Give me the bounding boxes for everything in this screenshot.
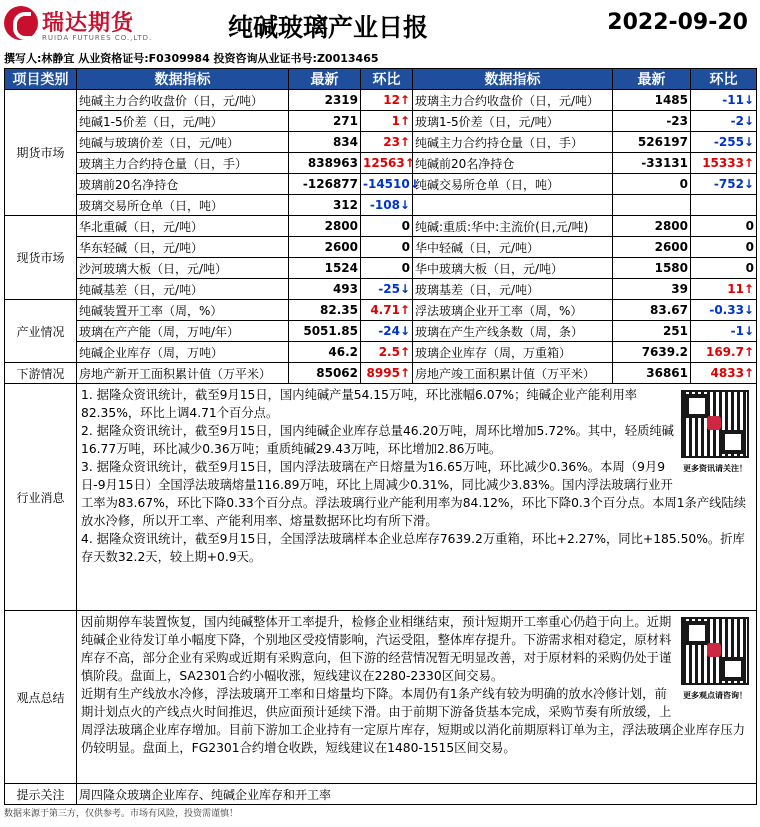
change-value-left: 0 [361, 237, 413, 258]
view-category: 观点总结 [5, 611, 77, 784]
change-value-right: -2↓ [691, 111, 757, 132]
change-value-left: -25↓ [361, 279, 413, 300]
latest-value-left: 5051.85 [289, 321, 361, 342]
latest-value-right: 2600 [613, 237, 691, 258]
indicator-name-left: 华北重碱（日，元/吨） [77, 216, 289, 237]
latest-value-right [613, 195, 691, 216]
indicator-name-right [413, 195, 613, 216]
change-value-right: 169.7↑ [691, 342, 757, 363]
page-title: 纯碱玻璃产业日报 [228, 13, 429, 42]
notice-category: 提示关注 [5, 784, 77, 805]
change-value-left: 4.71↑ [361, 300, 413, 321]
table-row [5, 363, 757, 384]
change-value-left: 1↑ [361, 111, 413, 132]
change-value-right [691, 195, 757, 216]
table-row [5, 216, 757, 237]
indicator-name-right: 纯碱:重质:华中:主流价(日,元/吨) [413, 216, 613, 237]
news-item: 4. 据隆众资讯统计，截至9月15日，全国浮法玻璃样本企业总库存7639.2万重箱，环比+2.27%，同比+185.50%。折库存天数32.2天，较上期+0.9天。 [81, 532, 745, 564]
change-value-left: 0 [361, 216, 413, 237]
latest-value-left: 2319 [289, 90, 361, 111]
qr-code-icon [681, 617, 749, 685]
indicator-name-right: 纯碱交易所仓单（日，吨） [413, 174, 613, 195]
latest-value-right: -23 [613, 111, 691, 132]
news-row [5, 384, 757, 611]
change-value-right: -0.33↓ [691, 300, 757, 321]
latest-value-left: 2600 [289, 237, 361, 258]
latest-value-right: 251 [613, 321, 691, 342]
change-value-right: -11↓ [691, 90, 757, 111]
indicator-name-right: 纯碱主力合约持仓量（日，手） [413, 132, 613, 153]
table-row [5, 132, 757, 153]
indicator-name-left: 纯碱1-5价差（日，元/吨） [77, 111, 289, 132]
table-row [5, 342, 757, 363]
section-category: 期货市场 [5, 90, 77, 216]
latest-value-left: 82.35 [289, 300, 361, 321]
indicator-name-left: 玻璃前20名净持仓 [77, 174, 289, 195]
logo-text: 瑞达期货 [42, 11, 135, 36]
indicator-name-right: 纯碱前20名净持仓 [413, 153, 613, 174]
change-value-right: 0 [691, 216, 757, 237]
change-value-right: -255↓ [691, 132, 757, 153]
col-change-left: 环比 [361, 69, 413, 90]
col-latest-left: 最新 [289, 69, 361, 90]
latest-value-left: 312 [289, 195, 361, 216]
change-value-right: -752↓ [691, 174, 757, 195]
col-indicator-right: 数据指标 [413, 69, 613, 90]
indicator-name-left: 纯碱企业库存（周，万吨） [77, 342, 289, 363]
report-date: 2022-09-20 [607, 10, 748, 35]
latest-value-right: 7639.2 [613, 342, 691, 363]
view-paragraph: 近期有生产线放水冷修，浮法玻璃开工率和日熔量均下降。本周仍有1条产线有较为明确的放水冷修计划，前期计划点火的产线点火时间推迟，供应面预计延续下滑。由于前期下游备货基本完成，采购节奏有所放缓，上周浮法玻璃企业库存增加。目前下游加工企业持有一定原片库存，短期或以消化前期原料订单为主，浮法玻璃企业库存压力仍较明显。盘面上，FG2301合约增仓收跌，短线建议在1480-1515区间交易。 [81, 687, 746, 755]
qr-view [678, 613, 752, 705]
qr-code-icon [681, 390, 749, 458]
change-value-left: 12563↑ [361, 153, 413, 174]
indicator-name-left: 纯碱装置开工率（周，%） [77, 300, 289, 321]
latest-value-right: -33131 [613, 153, 691, 174]
notice-row [5, 784, 757, 805]
change-value-left: 0 [361, 258, 413, 279]
change-value-left: 12↑ [361, 90, 413, 111]
latest-value-left: -126877 [289, 174, 361, 195]
section-category: 现货市场 [5, 216, 77, 300]
change-value-left: 23↑ [361, 132, 413, 153]
disclaimer: 数据来源于第三方，仅供参考。市场有风险，投资需谨慎！ [4, 809, 239, 819]
section-category: 下游情况 [5, 363, 77, 384]
latest-value-left: 834 [289, 132, 361, 153]
indicator-name-left: 华东轻碱（日，元/吨） [77, 237, 289, 258]
latest-value-left: 493 [289, 279, 361, 300]
indicator-name-left: 纯碱基差（日，元/吨） [77, 279, 289, 300]
news-item: 3. 据隆众资讯统计，截至9月15日，国内浮法玻璃在产日熔量为16.65万吨，环比减少0.36%。本周（9月9日-9月15日）全国浮法玻璃熔量116.89万吨，环比上周减少0.31%，同比减少3.83%。国内浮法玻璃行业开工率为83.67%，环比下降0.33个百分点。浮法玻璃行业产能利用率为84.12%，环比下降0.3个百分点。本周1条产线陆续放水冷修，所以开工率、产能利用率、熔量数据环比均有所下滑。 [81, 460, 747, 528]
change-value-right: 0 [691, 258, 757, 279]
table-row [5, 300, 757, 321]
indicator-name-left: 玻璃交易所仓单（日，吨） [77, 195, 289, 216]
latest-value-right: 39 [613, 279, 691, 300]
indicator-name-right: 玻璃基差（日，元/吨） [413, 279, 613, 300]
indicator-name-right: 浮法玻璃企业开工率（周，%） [413, 300, 613, 321]
latest-value-left: 1524 [289, 258, 361, 279]
latest-value-right: 1485 [613, 90, 691, 111]
table-row [5, 153, 757, 174]
latest-value-left: 271 [289, 111, 361, 132]
table-row [5, 279, 757, 300]
indicator-name-left: 纯碱主力合约收盘价（日，元/吨） [77, 90, 289, 111]
change-value-left: 8995↑ [361, 363, 413, 384]
change-value-left: -24↓ [361, 321, 413, 342]
notice-text: 周四隆众玻璃企业库存、纯碱企业库存和开工率 [77, 784, 757, 805]
change-value-right: 0 [691, 237, 757, 258]
latest-value-right: 36861 [613, 363, 691, 384]
qr-caption: 更多资讯请关注！ [683, 464, 747, 473]
change-value-right: 15333↑ [691, 153, 757, 174]
change-value-right: 4833↑ [691, 363, 757, 384]
col-indicator-left: 数据指标 [77, 69, 289, 90]
indicator-name-right: 玻璃企业库存（周，万重箱） [413, 342, 613, 363]
news-item: 1. 据隆众资讯统计，截至9月15日，国内纯碱产量54.15万吨，环比涨幅6.07%；纯碱企业产能利用率82.35%，环比上调4.71个百分点。 [81, 388, 638, 420]
latest-value-right: 1580 [613, 258, 691, 279]
indicator-name-right: 华中轻碱（日，元/吨） [413, 237, 613, 258]
data-table [4, 68, 757, 805]
latest-value-left: 2800 [289, 216, 361, 237]
table-row [5, 90, 757, 111]
indicator-name-left: 玻璃在产产能（周，万吨/年） [77, 321, 289, 342]
ruida-logo-icon [4, 6, 38, 40]
indicator-name-left: 沙河玻璃大板（日，元/吨） [77, 258, 289, 279]
logo-subtext: RUIDA FUTURES CO.,LTD. [42, 34, 153, 42]
change-value-right: 11↑ [691, 279, 757, 300]
col-latest-right: 最新 [613, 69, 691, 90]
view-paragraph: 因前期停车装置恢复，国内纯碱整体开工率提升，检修企业相继结束，预计短期开工率重心仍趋于向上。近期纯碱企业待发订单小幅度下降，个别地区受疫情影响，汽运受阻，整体库存提升。下游需求相对稳定，原材料库存不高，部分企业有采购或近期有采购意向，但下游的经营情况暂无明显改善，对于原材料的采购仍处于谨慎阶段。盘面上，SA2301合约小幅收涨，短线建议在2280-2330区间交易。 [81, 615, 672, 683]
table-row [5, 321, 757, 342]
latest-value-right: 0 [613, 174, 691, 195]
table-row [5, 258, 757, 279]
news-content [77, 384, 757, 611]
qr-news [678, 386, 752, 478]
indicator-name-right: 华中玻璃大板（日，元/吨） [413, 258, 613, 279]
indicator-name-right: 玻璃主力合约收盘价（日，元/吨） [413, 90, 613, 111]
table-row [5, 111, 757, 132]
indicator-name-right: 玻璃在产生产线条数（周，条） [413, 321, 613, 342]
indicator-name-left: 纯碱与玻璃价差（日，元/吨） [77, 132, 289, 153]
change-value-left: 2.5↑ [361, 342, 413, 363]
col-category: 项目类别 [5, 69, 77, 90]
latest-value-left: 85062 [289, 363, 361, 384]
indicator-name-right: 玻璃1-5价差（日，元/吨） [413, 111, 613, 132]
latest-value-left: 46.2 [289, 342, 361, 363]
view-row [5, 611, 757, 784]
latest-value-right: 2800 [613, 216, 691, 237]
latest-value-right: 526197 [613, 132, 691, 153]
table-row [5, 237, 757, 258]
change-value-left: -108↓ [361, 195, 413, 216]
col-change-right: 环比 [691, 69, 757, 90]
report-header [0, 0, 760, 70]
view-content [77, 611, 757, 784]
latest-value-right: 83.67 [613, 300, 691, 321]
news-category: 行业消息 [5, 384, 77, 611]
change-value-left: -14510↓ [361, 174, 413, 195]
indicator-name-left: 玻璃主力合约持仓量（日，手） [77, 153, 289, 174]
table-header-row [5, 69, 757, 90]
qr-caption: 更多观点请咨询！ [683, 691, 747, 700]
latest-value-left: 838963 [289, 153, 361, 174]
indicator-name-left: 房地产新开工面积累计值（万平米） [77, 363, 289, 384]
table-row [5, 174, 757, 195]
news-item: 2. 据隆众资讯统计，截至9月15日，国内纯碱企业库存总量46.20万吨，周环比增加5.72%。其中，轻质纯碱16.77万吨，环比减少0.36万吨；重质纯碱29.43万吨，环比增加2.86万吨。 [81, 424, 674, 456]
change-value-right: -1↓ [691, 321, 757, 342]
author-info: 撰写人:林静宜 从业资格证号:F0309984 投资咨询从业证书号:Z0013465 [4, 52, 379, 65]
table-row [5, 195, 757, 216]
indicator-name-right: 房地产竣工面积累计值（万平米） [413, 363, 613, 384]
section-category: 产业情况 [5, 300, 77, 363]
